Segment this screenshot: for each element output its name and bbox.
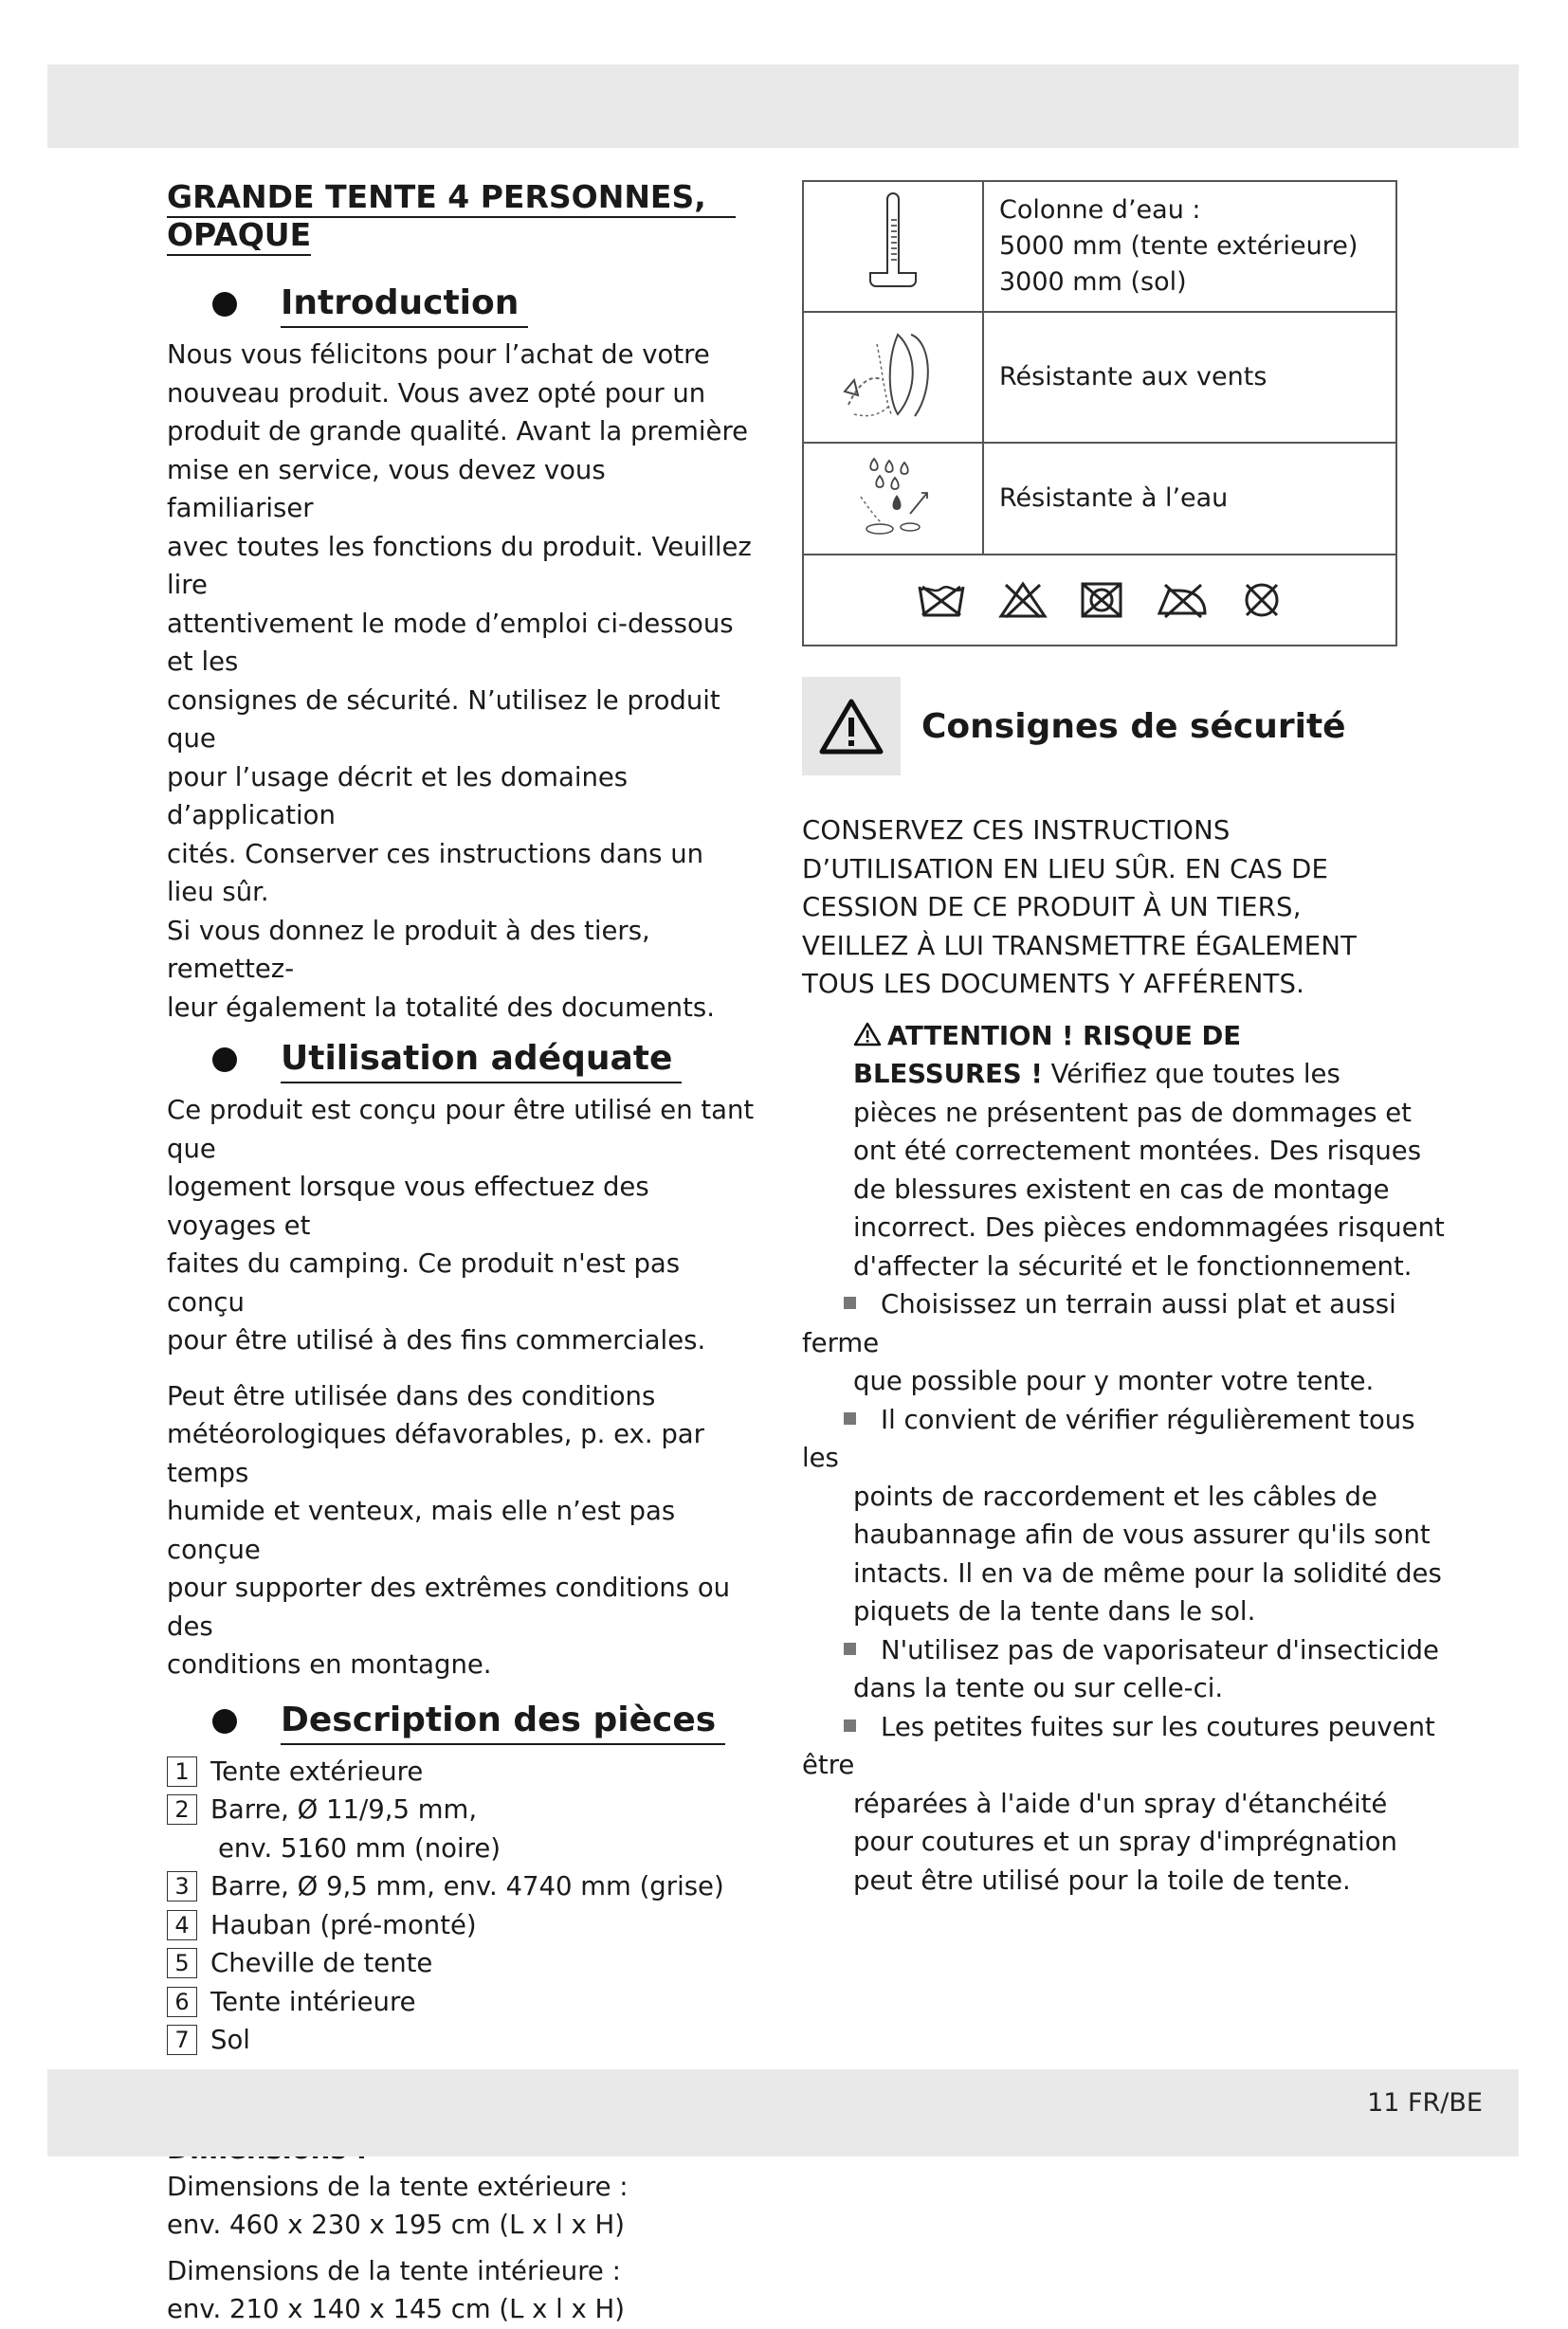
no-bleach-icon	[998, 581, 1048, 619]
footer-band	[47, 2069, 1519, 2156]
warning-box	[802, 677, 901, 775]
no-wash-icon	[917, 581, 966, 619]
safety-bullets	[802, 1285, 1456, 1900]
list-item: Les petites fuites sur les coutures peuvent être réparées à l'aide d'un spray d'étanchéité pour coutures et un spray d'imprégnation peut être utilisé pour la toile de tente.	[802, 1711, 1435, 1896]
warning-small-icon	[853, 1022, 882, 1046]
list-item: Il convient de vérifier régulièrement tous les points de raccordement et les câbles de haubannage afin de vous assurer qu'ils sont intacts. Il en va de même pour la solidité des piquets de la tente dans le sol.	[802, 1404, 1442, 1627]
part-item: 6 Tente intérieure	[167, 1983, 755, 2022]
inner-dimensions-label: Dimensions de la tente intérieure :	[167, 2255, 621, 2286]
part-item: 4 Hauban (pré-monté)	[167, 1906, 755, 1945]
list-item: Choisissez un terrain aussi plat et aussi ferme que possible pour y monter votre tente.	[802, 1289, 1396, 1396]
page-title	[167, 180, 755, 256]
outer-dimensions-label: Dimensions de la tente extérieure :	[167, 2171, 629, 2202]
water-column-cell	[803, 181, 983, 312]
safety-caps-notice: CONSERVEZ CES INSTRUCTIONS D’UTILISATION EN LIEU SÛR. EN CAS DE CESSION DE CE PRODUIT À UN TIERS, VEILLEZ À LUI TRANSMETTRE ÉGALEMENT TOUS LES DOCUMENTS Y AFFÉRENTS.	[802, 815, 1358, 999]
list-item: N'utilisez pas de vaporisateur d'insecticide dans la tente ou sur celle-ci.	[802, 1631, 1456, 1708]
square-bullet-icon	[844, 1643, 856, 1655]
section-utilisation-heading: Utilisation adéquate	[212, 1036, 755, 1083]
square-bullet-icon	[844, 1297, 856, 1309]
title-line-1: GRANDE TENTE 4 PERSONNES,	[167, 180, 736, 218]
part-item: 1 Tente extérieure	[167, 1753, 755, 1792]
bullet-dot-icon	[212, 292, 237, 317]
part-item: 5 Cheville de tente	[167, 1944, 755, 1983]
bullet-dot-icon	[212, 1709, 237, 1734]
no-tumble-dry-icon	[1080, 581, 1123, 619]
page-number: 11 FR/BE	[1367, 2088, 1483, 2118]
title-line-2: OPAQUE	[167, 218, 311, 256]
no-iron-icon	[1156, 581, 1209, 619]
parts-list	[167, 1753, 755, 2060]
header-band	[47, 64, 1519, 148]
square-bullet-icon	[844, 1719, 856, 1732]
section-description-heading: Description des pièces	[212, 1698, 755, 1745]
part-item-continuation: env. 5160 mm (noire)	[218, 1832, 501, 1864]
outer-dimensions-value: env. 460 x 230 x 195 cm (L x l x H)	[167, 2210, 625, 2240]
square-bullet-icon	[844, 1412, 856, 1425]
section-introduction-heading: Introduction	[212, 281, 755, 328]
part-item: 7 Sol	[167, 2021, 755, 2060]
introduction-text: Nous vous félicitons pour l’achat de votre nouveau produit. Vous avez opté pour un produit de grande qualité. Avant la première mise en service, vous devez vous familiariser avec toutes les fonctions du produit. Veuillez lire attentivement le mode d’emploi ci-dessous et les consignes de sécurité. N’utilisez le produit que pour l’usage décrit et les domaines d’application cités. Conserver ces instructions dans un lieu sûr. Si vous donnez le produit à des tiers, remettez- leur également la totalité des documents.	[167, 339, 752, 1023]
no-dry-clean-icon	[1241, 581, 1283, 619]
care-symbols-cell	[803, 555, 1396, 646]
water-resistant-label: Résistante à l’eau	[983, 443, 1396, 555]
water-drops-icon	[836, 451, 950, 542]
utilisation-paragraph-1: Ce produit est conçu pour être utilisé en tant que logement lorsque vous effectuez des voyages et faites du camping. Ce produit n'est pas conçu pour être utilisé à des fins commerciales.	[167, 1095, 755, 1356]
safety-heading: Consignes de sécurité	[802, 677, 1456, 775]
wind-icon	[831, 323, 955, 428]
utilisation-paragraph-2: Peut être utilisée dans des conditions météorologiques défavorables, p. ex. par temps humide et venteux, mais elle n’est pas conçue pour supporter des extrêmes conditions ou des conditions en montagne.	[167, 1380, 731, 1680]
spec-table: Colonne d’eau : 5000 mm (tente extérieure) 3000 mm (sol) Résistante aux vents Résistante à l’eau	[802, 180, 1397, 646]
bullet-dot-icon	[212, 1047, 237, 1072]
wind-resistant-label: Résistante aux vents	[983, 312, 1396, 443]
thermometer-icon	[855, 191, 931, 298]
inner-dimensions-value: env. 210 x 140 x 145 cm (L x l x H)	[167, 2294, 625, 2324]
part-item: 2 Barre, Ø 11/9,5 mm,	[167, 1791, 755, 1829]
part-item: 3 Barre, Ø 9,5 mm, env. 4740 mm (grise)	[167, 1867, 755, 1906]
injury-warning: ATTENTION ! RISQUE DE BLESSURES ! Vérifiez que toutes les pièces ne présentent pas de dommages et ont été correctement montées. Des risques de blessures existent en cas de montage incorrect. Des pièces endommagées risquent d'affecter la sécurité et le fonctionnement.	[853, 1020, 1445, 1282]
right-column	[802, 180, 1456, 1900]
left-column	[167, 180, 755, 2329]
warning-triangle-icon	[818, 697, 884, 755]
